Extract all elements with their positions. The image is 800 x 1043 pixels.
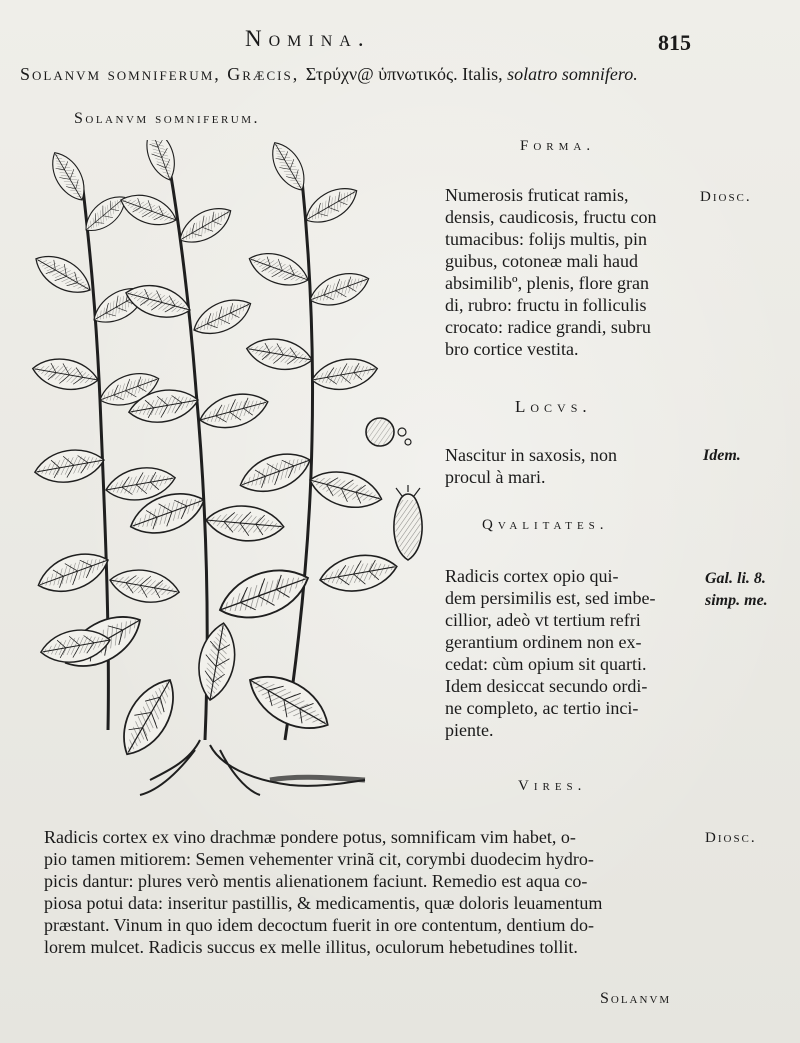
qualitates-text <box>445 565 655 741</box>
locus-text <box>445 444 617 488</box>
text-line: cillior, adeò vt tertium refri <box>445 610 641 630</box>
text-line: Idem desiccat secundo ordi- <box>445 676 648 696</box>
text-line: di, rubro: fructu in folliculis <box>445 295 647 315</box>
text-line: Radicis cortex opio qui- <box>445 566 619 586</box>
margin-note-diosc-1: Diosc. <box>700 189 752 205</box>
nomina-italis: Italis, <box>457 64 508 84</box>
text-line: Nascitur in saxosis, non <box>445 445 617 465</box>
margin-note-idem: Idem. <box>703 447 741 464</box>
text-line: bro cortice vestita. <box>445 339 579 359</box>
vires-text <box>44 826 602 958</box>
text-line: guibus, cotoneæ mali haud <box>445 251 638 271</box>
text-line: piosa potui data: inseritur pastillis, & medicamentis, quæ doloris leuamentum <box>44 893 603 913</box>
text-line: tumacibus: folijs multis, pin <box>445 229 647 249</box>
plant-illustration <box>20 140 440 800</box>
text-line: cedat: cùm opium sit quarti. <box>445 654 647 674</box>
nomina-line <box>20 64 638 85</box>
text-line: Radicis cortex ex vino drachmæ pondere potus, somnificam vim habet, o- <box>44 827 576 847</box>
page-header-title: Nomina. <box>245 26 371 51</box>
text-line: præstant. Vinum in quo idem decoctum fuerit in ore contentum, dentium do- <box>44 915 594 935</box>
text-line: ne completo, ac tertio inci- <box>445 698 639 718</box>
text-line: Numerosis fruticat ramis, <box>445 185 629 205</box>
plant-title: Solanvm somniferum. <box>74 110 261 127</box>
text-line: pio tamen mitiorem: Semen vehementer vrinã cit, corymbi duodecim hydro- <box>44 849 594 869</box>
text-line: gerantium ordinem non ex- <box>445 632 642 652</box>
text-line: dem persimilis est, sed imbe- <box>445 588 656 608</box>
text-line: picis dantur: plures verò mentis alienationem faciunt. Remedio est aqua co- <box>44 871 588 891</box>
locus-heading: Locvs. <box>515 397 592 416</box>
nomina-greek: Στρύχν@ ὑπνωτικός. <box>305 64 458 84</box>
margin-note-galen-2: simp. me. <box>705 592 768 609</box>
text-line: piente. <box>445 720 494 740</box>
text-line: crocato: radice grandi, subru <box>445 317 651 337</box>
text-line: absimilibº, plenis, flore gran <box>445 273 650 293</box>
text-line: densis, caudicosis, fructu con <box>445 207 657 227</box>
catchword: Solanvm <box>600 990 672 1007</box>
text-line: procul à mari. <box>445 467 546 487</box>
vires-heading: Vires. <box>518 778 587 794</box>
margin-note-diosc-2: Diosc. <box>705 830 757 846</box>
nomina-italian: solatro somnifero. <box>507 64 638 84</box>
text-line: lorem mulcet. Radicis succus ex melle illitus, oculorum hebetudines tollit. <box>44 937 578 957</box>
forma-text <box>445 184 656 360</box>
page-number: 815 <box>658 30 691 55</box>
margin-note-galen-1: Gal. li. 8. <box>705 570 766 587</box>
forma-heading: Forma. <box>520 138 596 154</box>
nomina-latin: Solanvm somniferum, Græcis, <box>20 64 306 84</box>
qualitates-heading: Qvalitates. <box>482 517 609 533</box>
